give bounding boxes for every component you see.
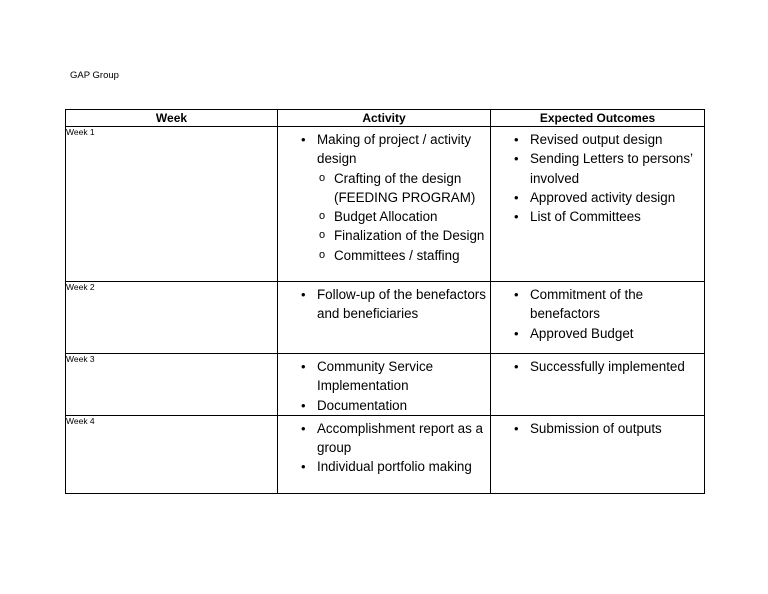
activity-text: Accomplishment report as a group [317, 420, 483, 456]
bullet-icon: • [514, 151, 519, 167]
week-label: Week 4 [66, 415, 278, 493]
bullet-icon: • [514, 420, 519, 436]
outcome-item [491, 324, 700, 343]
activity-item [278, 285, 486, 324]
activity-item [278, 130, 486, 265]
activity-text: Documentation [317, 397, 408, 413]
activity-column-header: Activity [278, 110, 491, 127]
table-header-row [66, 110, 705, 127]
activity-cell [278, 282, 491, 354]
outcome-cell [491, 127, 705, 282]
bullet-icon: • [514, 325, 519, 341]
outcome-text: Commitment of the benefactors [530, 287, 644, 322]
table-row [66, 282, 705, 354]
outcome-item [491, 149, 700, 188]
activity-text: Community Service Implementation [317, 359, 434, 394]
outcome-item [491, 357, 700, 376]
bullet-icon: • [514, 209, 519, 225]
sub-activity-text: Budget Allocation [334, 209, 438, 225]
week-label: Week 1 [66, 127, 278, 282]
activity-item [278, 457, 486, 476]
activity-item [278, 357, 486, 396]
table-row [66, 354, 705, 416]
outcome-text: Submission of outputs [530, 420, 662, 436]
circle-bullet-icon: o [319, 248, 326, 261]
outcome-cell [491, 415, 705, 493]
bullet-icon: • [301, 420, 306, 436]
bullet-icon: • [514, 132, 519, 147]
week-label: Week 2 [66, 282, 278, 354]
outcome-item [491, 419, 700, 438]
sub-activity-text: Committees / staffing [334, 247, 460, 263]
sub-activity-text: Crafting of the design (FEEDING PROGRAM) [334, 170, 476, 205]
activity-item [278, 396, 486, 415]
outcome-item [491, 130, 700, 149]
document-title: GAP Group [70, 70, 119, 81]
circle-bullet-icon: o [319, 171, 326, 184]
week-label: Week 3 [66, 354, 278, 416]
activity-plan-table [65, 109, 705, 494]
outcome-cell [491, 354, 705, 416]
sub-activity-item [317, 207, 486, 226]
activity-text: Making of project / activity design [317, 132, 472, 167]
bullet-icon: • [301, 459, 306, 475]
bullet-icon: • [514, 359, 519, 374]
activity-item [278, 419, 486, 458]
outcome-text: Revised output design [530, 132, 663, 147]
outcomes-column-header: Expected Outcomes [491, 110, 705, 127]
outcome-item [491, 188, 700, 207]
bullet-icon: • [514, 189, 519, 205]
table-row [66, 415, 705, 493]
circle-bullet-icon: o [319, 229, 326, 242]
table-row [66, 127, 705, 282]
activity-text: Individual portfolio making [317, 459, 472, 475]
bullet-icon: • [514, 287, 519, 302]
bullet-icon: • [301, 397, 306, 413]
bullet-icon: • [301, 287, 306, 302]
outcome-text: Sending Letters to persons’ involved [530, 151, 693, 186]
sub-activity-item [317, 246, 486, 265]
outcome-text: Approved Budget [530, 325, 634, 341]
bullet-icon: • [301, 132, 306, 147]
sub-activity-item [317, 169, 486, 208]
outcome-text: Successfully implemented [530, 359, 685, 374]
outcome-item [491, 285, 700, 324]
outcome-text: List of Committees [530, 209, 641, 225]
activity-cell [278, 354, 491, 416]
activity-cell [278, 415, 491, 493]
bullet-icon: • [301, 359, 306, 374]
activity-text: Follow-up of the benefactors and beneficiaries [317, 287, 486, 322]
circle-bullet-icon: o [319, 210, 326, 223]
sub-activity-item [317, 226, 486, 245]
activity-cell [278, 127, 491, 282]
week-column-header: Week [66, 110, 278, 127]
outcome-item [491, 207, 700, 226]
sub-activity-text: Finalization of the Design [334, 228, 485, 244]
outcome-cell [491, 282, 705, 354]
outcome-text: Approved activity design [530, 189, 676, 205]
